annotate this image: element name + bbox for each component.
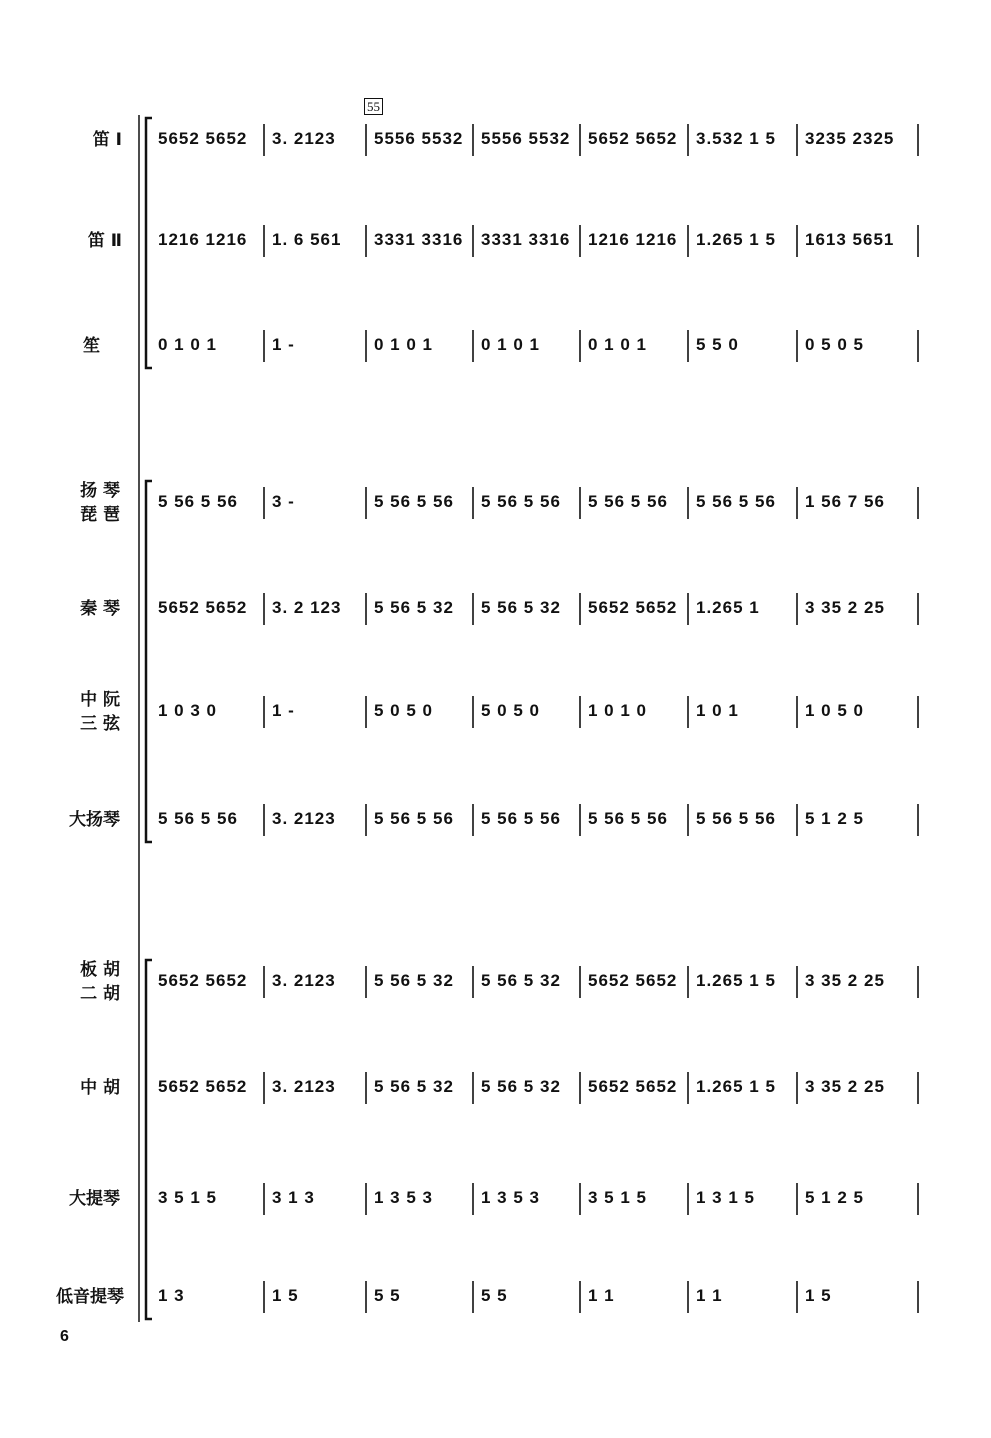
rehearsal-mark: 55 [364,98,383,115]
measure-notation: 1. 6 561 [272,230,342,249]
measure-notation: 5652 5652 [588,598,678,617]
instrument-label [93,128,122,152]
measure-notation: 5 56 5 56 [696,809,776,828]
measure-notation: 5652 5652 [158,129,248,148]
instrument-label-line: 笙 [83,336,100,356]
measure-notation: 1 3 5 3 [481,1188,540,1207]
measure-notation: 0 5 0 5 [805,335,864,354]
measure-notation: 3. 2123 [272,129,336,148]
measure-notation: 5 56 5 56 [696,492,776,511]
measure-notation: 5 5 0 [696,335,739,354]
measure-notation: 5 5 [374,1286,401,1305]
measure-notation: 5556 5532 [481,129,571,148]
instrument-label-line: 大扬琴 [69,810,120,830]
measure-notation: 1216 1216 [158,230,248,249]
measure-notation: 1 3 5 3 [374,1188,433,1207]
measure-notation: 5 0 5 0 [481,701,540,720]
instrument-label [80,597,120,621]
measure-notation: 1 3 1 5 [696,1188,755,1207]
measure-notation: 1 - [272,701,295,720]
measure-notation: 5 56 5 32 [374,1077,454,1096]
measure-notation: 3 35 2 25 [805,971,885,990]
measure-notation: 1 0 1 [696,701,739,720]
measure-notation: 1 0 3 0 [158,701,217,720]
measure-notation: 0 1 0 1 [481,335,540,354]
measure-notation: 5652 5652 [588,971,678,990]
measure-notation: 1.265 1 [696,598,760,617]
measure-notation: 5 56 5 32 [374,971,454,990]
measure-notation: 1 56 7 56 [805,492,885,511]
measure-notation: 1216 1216 [588,230,678,249]
instrument-label [80,688,120,736]
instrument-label [80,479,120,527]
measure-notation: 3. 2123 [272,809,336,828]
measure-notation: 5 56 5 32 [481,971,561,990]
instrument-label [83,334,100,358]
instrument-label [69,808,120,832]
measure-notation: 5652 5652 [158,598,248,617]
measure-notation: 5 56 5 32 [374,598,454,617]
group-bracket [146,481,152,842]
instrument-label-line: 中 胡 [80,1078,120,1098]
measure-notation: 3 5 1 5 [158,1188,217,1207]
instrument-label-line: 中 阮 [80,690,120,710]
measure-notation: 3.532 1 5 [696,129,776,148]
measure-notation: 1 - [272,335,295,354]
measure-notation: 5 56 5 56 [158,809,238,828]
instrument-label-line: 三 弦 [80,714,120,734]
instrument-label-line: 笛 Ⅱ [87,231,122,251]
measure-notation: 5652 5652 [158,971,248,990]
group-bracket [146,960,152,1319]
measure-notation: 5 56 5 56 [374,492,454,511]
measure-notation: 1 3 [158,1286,185,1305]
instrument-label-line: 板 胡 [80,960,120,980]
measure-notation: 0 1 0 1 [374,335,433,354]
measure-notation: 1.265 1 5 [696,230,776,249]
measure-notation: 1 5 [272,1286,299,1305]
instrument-label-line: 二 胡 [80,984,120,1004]
instrument-label-line: 琵 琶 [80,505,120,525]
measure-notation: 1 1 [588,1286,615,1305]
instrument-label [80,958,120,1006]
measure-notation: 5 56 5 56 [374,809,454,828]
measure-notation: 1.265 1 5 [696,971,776,990]
instrument-label-line: 笛 Ⅰ [92,130,122,150]
measure-notation: 1 0 5 0 [805,701,864,720]
group-bracket [146,118,152,368]
instrument-label-line: 扬 琴 [80,481,120,501]
measure-notation: 5 56 5 56 [158,492,238,511]
measure-notation: 3. 2123 [272,1077,336,1096]
measure-notation: 1 5 [805,1286,832,1305]
measure-notation: 1 1 [696,1286,723,1305]
measure-notation: 5 56 5 56 [481,492,561,511]
measure-notation: 3 5 1 5 [588,1188,647,1207]
instrument-label-line: 大提琴 [69,1189,120,1209]
measure-notation: 5 56 5 56 [481,809,561,828]
instrument-label-line: 低音提琴 [56,1287,124,1307]
measure-notation: 3 35 2 25 [805,598,885,617]
measure-notation: 5 56 5 32 [481,598,561,617]
measure-notation: 3 1 3 [272,1188,315,1207]
measure-notation: 5 1 2 5 [805,1188,864,1207]
measure-notation: 3. 2123 [272,971,336,990]
measure-notation: 3235 2325 [805,129,895,148]
measure-notation: 5652 5652 [588,129,678,148]
instrument-label [88,229,122,253]
measure-notation: 5652 5652 [158,1077,248,1096]
measure-notation: 3 35 2 25 [805,1077,885,1096]
measure-notation: 1613 5651 [805,230,895,249]
measure-notation: 0 1 0 1 [588,335,647,354]
instrument-label [80,1076,120,1100]
measure-notation: 5 56 5 32 [481,1077,561,1096]
measure-notation: 5652 5652 [588,1077,678,1096]
measure-notation: 1.265 1 5 [696,1077,776,1096]
measure-notation: 5556 5532 [374,129,464,148]
measure-notation: 5 56 5 56 [588,809,668,828]
measure-notation: 5 1 2 5 [805,809,864,828]
measure-notation: 3331 3316 [481,230,571,249]
page-number: 6 [60,1328,69,1345]
measure-notation: 3. 2 123 [272,598,342,617]
instrument-label [56,1285,124,1309]
instrument-label [69,1187,120,1211]
instrument-label-line: 秦 琴 [80,599,120,619]
measure-notation: 3 - [272,492,295,511]
measure-notation: 0 1 0 1 [158,335,217,354]
measure-notation: 5 0 5 0 [374,701,433,720]
measure-notation: 3331 3316 [374,230,464,249]
measure-notation: 1 0 1 0 [588,701,647,720]
measure-notation: 5 56 5 56 [588,492,668,511]
measure-notation: 5 5 [481,1286,508,1305]
